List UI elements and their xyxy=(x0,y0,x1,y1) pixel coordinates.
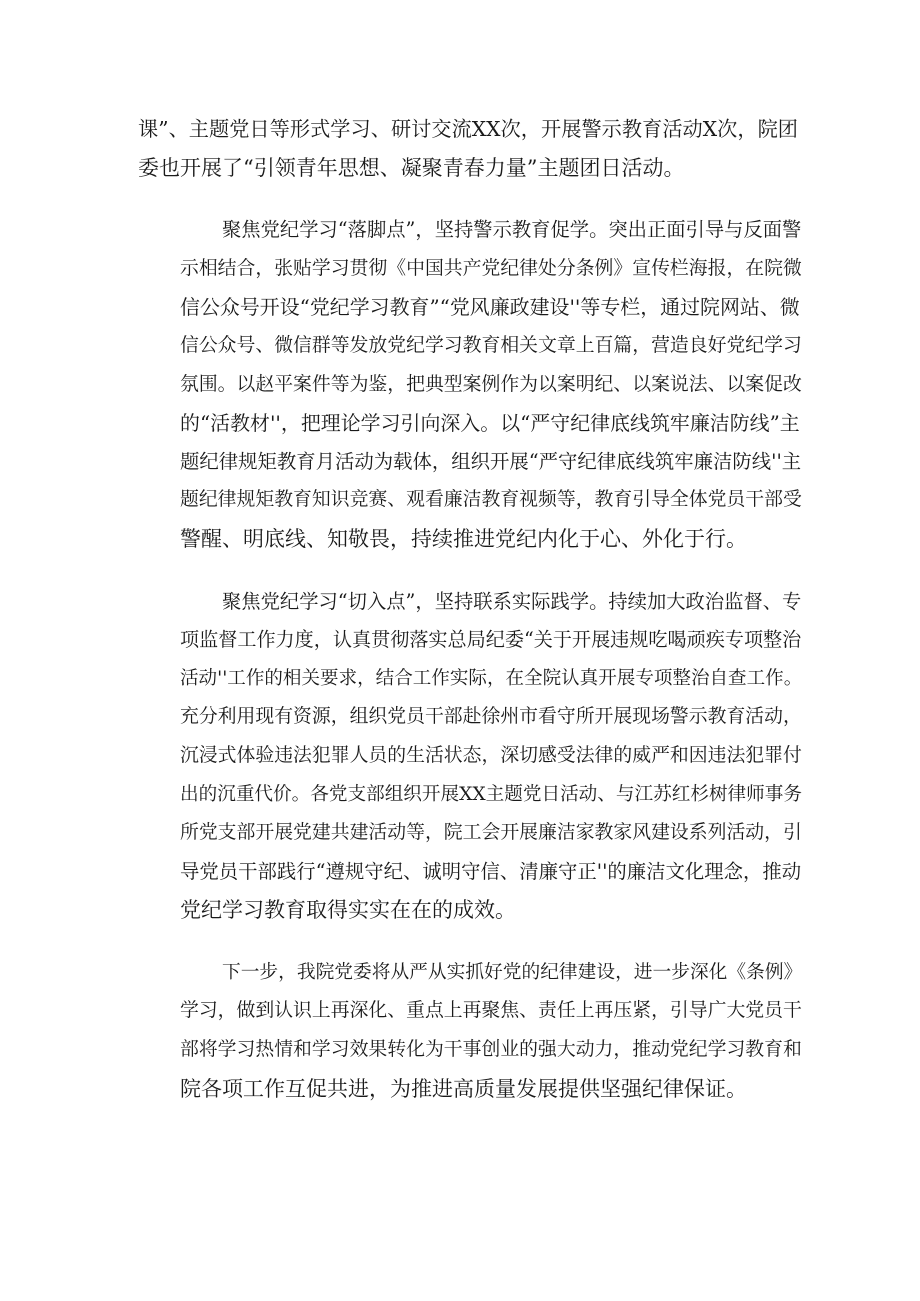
text-line: 的“活教材''，把理论学习引向深入。以“严守纪律底线筑牢廉洁防线”主 xyxy=(180,411,800,436)
text-line: 部将学习热情和学习效果转化为干事创业的强大动力，推动党纪学习教育和 xyxy=(180,1039,802,1061)
text-line: 沉浸式体验违法犯罪人员的生活状态，深切感受法律的威严和因违法犯罪付 xyxy=(180,744,802,766)
document-body xyxy=(138,110,803,1108)
text-line: 课”、主题党日等形式学习、研讨交流XX次，开展警示教育活动X次，院团 xyxy=(138,117,798,141)
text-line: 党纪学习教育取得实实在在的成效。 xyxy=(180,898,516,923)
text-line: 氛围。以赵平案件等为鉴，把典型案例作为以案明纪、以案说法、以案促改 xyxy=(180,373,802,395)
text-line: 院各项工作互促共进，为推进高质量发展提供坚强纪律保证。 xyxy=(180,1076,747,1101)
text-line: 学习，做到认识上再深化、重点上再聚焦、责任上再压紧，引导广大党员干 xyxy=(180,1000,802,1022)
text-line: 聚焦党纪学习“切入点”，坚持联系实际践学。持续加大政治监督、专 xyxy=(222,589,802,613)
text-line: 所党支部开展党建共建活动等，院工会开展廉洁家教家风建设系列活动，引 xyxy=(180,822,802,844)
text-line: 信公众号开设“党纪学习教育”“党风廉政建设''等专栏，通过院网站、微 xyxy=(180,295,800,320)
text-line: 聚焦党纪学习“落脚点”，坚持警示教育促学。突出正面引导与反面警 xyxy=(222,218,802,242)
text-line: 示相结合，张贴学习贯彻《中国共产党纪律处分条例》宣传栏海报，在院微 xyxy=(180,257,802,279)
text-line: 导党员干部践行“遵规守纪、诚明守信、清廉守正''的廉洁文化理念，推动 xyxy=(180,859,802,883)
text-line: 活动''工作的相关要求，结合工作实际，在全院认真开展专项整治自查工作。 xyxy=(180,667,803,689)
text-line: 出的沉重代价。各党支部组织开展XX主题党日活动、与江苏红杉树律师事务 xyxy=(180,783,802,805)
text-line: 项监督工作力度，认真贯彻落实总局纪委“关于开展违规吃喝顽疾专项整治 xyxy=(180,628,802,652)
paragraph-4 xyxy=(138,954,803,1108)
text-line: 充分利用现有资源，组织党员干部赴徐州市看守所开展现场警示教育活动， xyxy=(180,706,802,728)
text-line: 警醒、明底线、知敬畏，持续推进党纪内化于心、外化于行。 xyxy=(180,526,747,551)
text-line: 下一步，我院党委将从严从实抓好党的纪律建设，进一步深化《条例》 xyxy=(222,961,803,983)
paragraph-1 xyxy=(138,110,798,187)
paragraph-3 xyxy=(138,583,803,930)
text-line: 题纪律规矩教育月活动为载体，组织开展“严守纪律底线筑牢廉洁防线''主 xyxy=(180,449,802,473)
text-line: 题纪律规矩教育知识竞赛、观看廉洁教育视频等，教育引导全体党员干部受 xyxy=(180,489,802,511)
text-line: 委也开展了“引领青年思想、凝聚青春力量”主题团日活动。 xyxy=(138,155,685,180)
paragraph-2 xyxy=(138,211,802,558)
text-line: 信公众号、微信群等发放党纪学习教育相关文章上百篇，营造良好党纪学习 xyxy=(180,334,802,356)
